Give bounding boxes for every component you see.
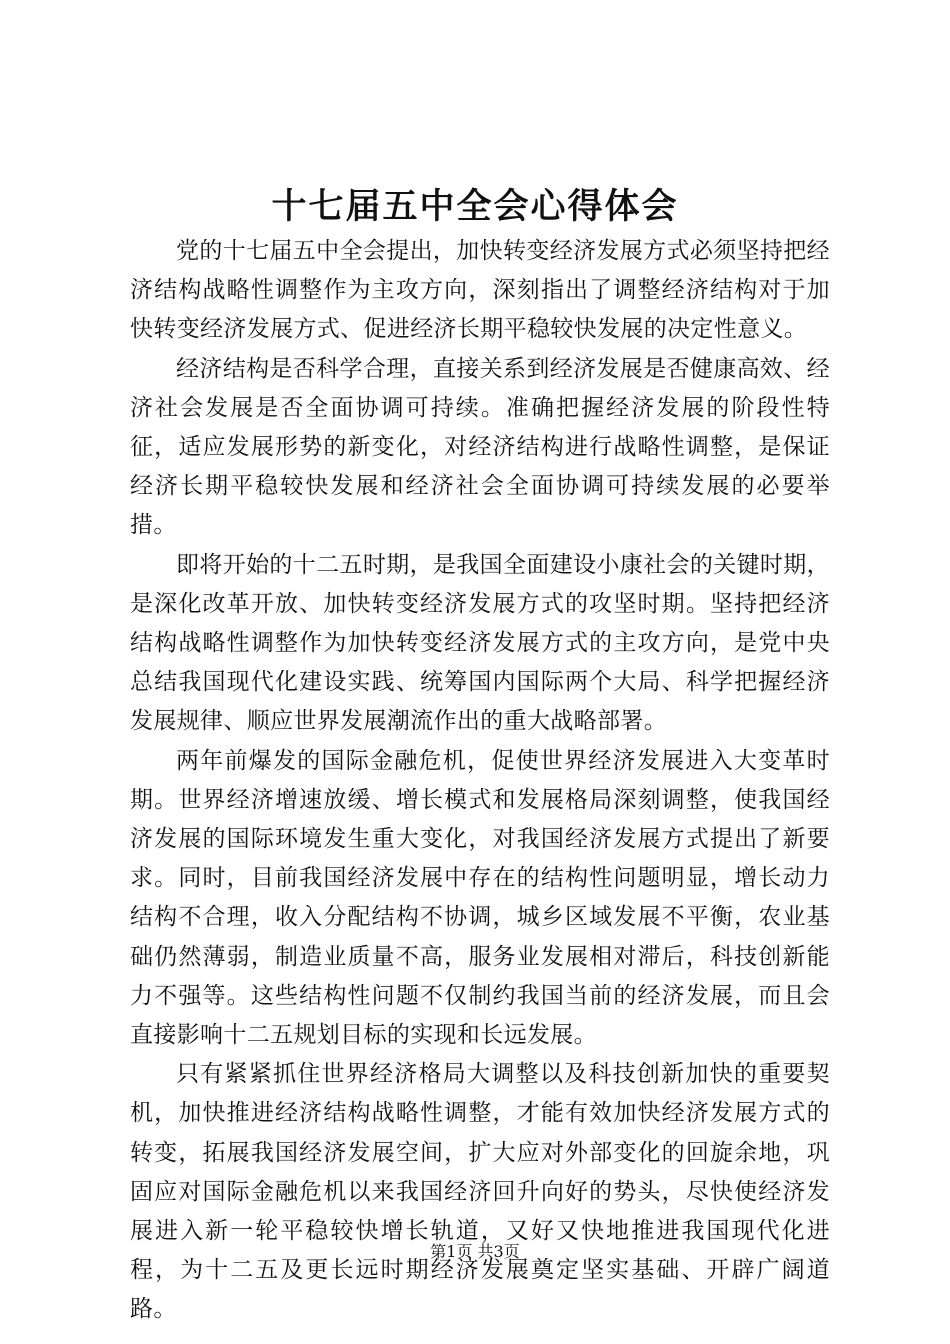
paragraph-4: 两年前爆发的国际金融危机，促使世界经济发展进入大变革时期。世界经济增速放缓、增长模式和发展格局深刻调整，使我国经济发展的国际环境发生重大变化，对我国经济发展方式提出了新要求。同时，目前我国经济发展中存在的结构性问题明显，增长动力结构不合理，收入分配结构不协调，城乡区域发展不平衡，农业基础仍然薄弱，制造业质量不高，服务业发展相对滞后，科技创新能力不强等。这些结构性问题不仅制约我国当前的经济发展，而且会直接影响十二五规划目标的实现和长远发展。 (130, 747, 830, 1049)
paragraph-2: 经济结构是否科学合理，直接关系到经济发展是否健康高效、经济社会发展是否全面协调可持续。准确把握经济发展的阶段性特征，适应发展形势的新变化，对经济结构进行战略性调整，是保证经济长期平稳较快发展和经济社会全面协调可持续发展的必要举措。 (130, 355, 830, 539)
paragraph-5: 只有紧紧抓住世界经济格局大调整以及科技创新加快的重要契机，加快推进经济结构战略性调整，才能有效加快经济发展方式的转变，拓展我国经济发展空间，扩大应对外部变化的回旋余地，巩固应对国际金融危机以来我国经济回升向好的势头，尽快使经济发展进入新一轮平稳较快增长轨道，又好又快地推进我国现代化进程，为十二五及更长远时期经济发展奠定坚实基础、开辟广阔道路。 (130, 1061, 830, 1323)
page-footer: 第1页 共3页 (430, 1242, 520, 1261)
document-body (130, 232, 830, 1330)
document-title: 十七届五中全会心得体会 (271, 186, 679, 227)
paragraph-1: 党的十七届五中全会提出，加快转变经济发展方式必须坚持把经济结构战略性调整作为主攻方向，深刻指出了调整经济结构对于加快转变经济发展方式、促进经济长期平稳较快发展的决定性意义。 (130, 238, 830, 343)
paragraph-3: 即将开始的十二五时期，是我国全面建设小康社会的关键时期，是深化改革开放、加快转变经济发展方式的攻坚时期。坚持把经济结构战略性调整作为加快转变经济发展方式的主攻方向，是党中央总结我国现代化建设实践、统筹国内国际两个大局、科学把握经济发展规律、顺应世界发展潮流作出的重大战略部署。 (130, 551, 830, 735)
